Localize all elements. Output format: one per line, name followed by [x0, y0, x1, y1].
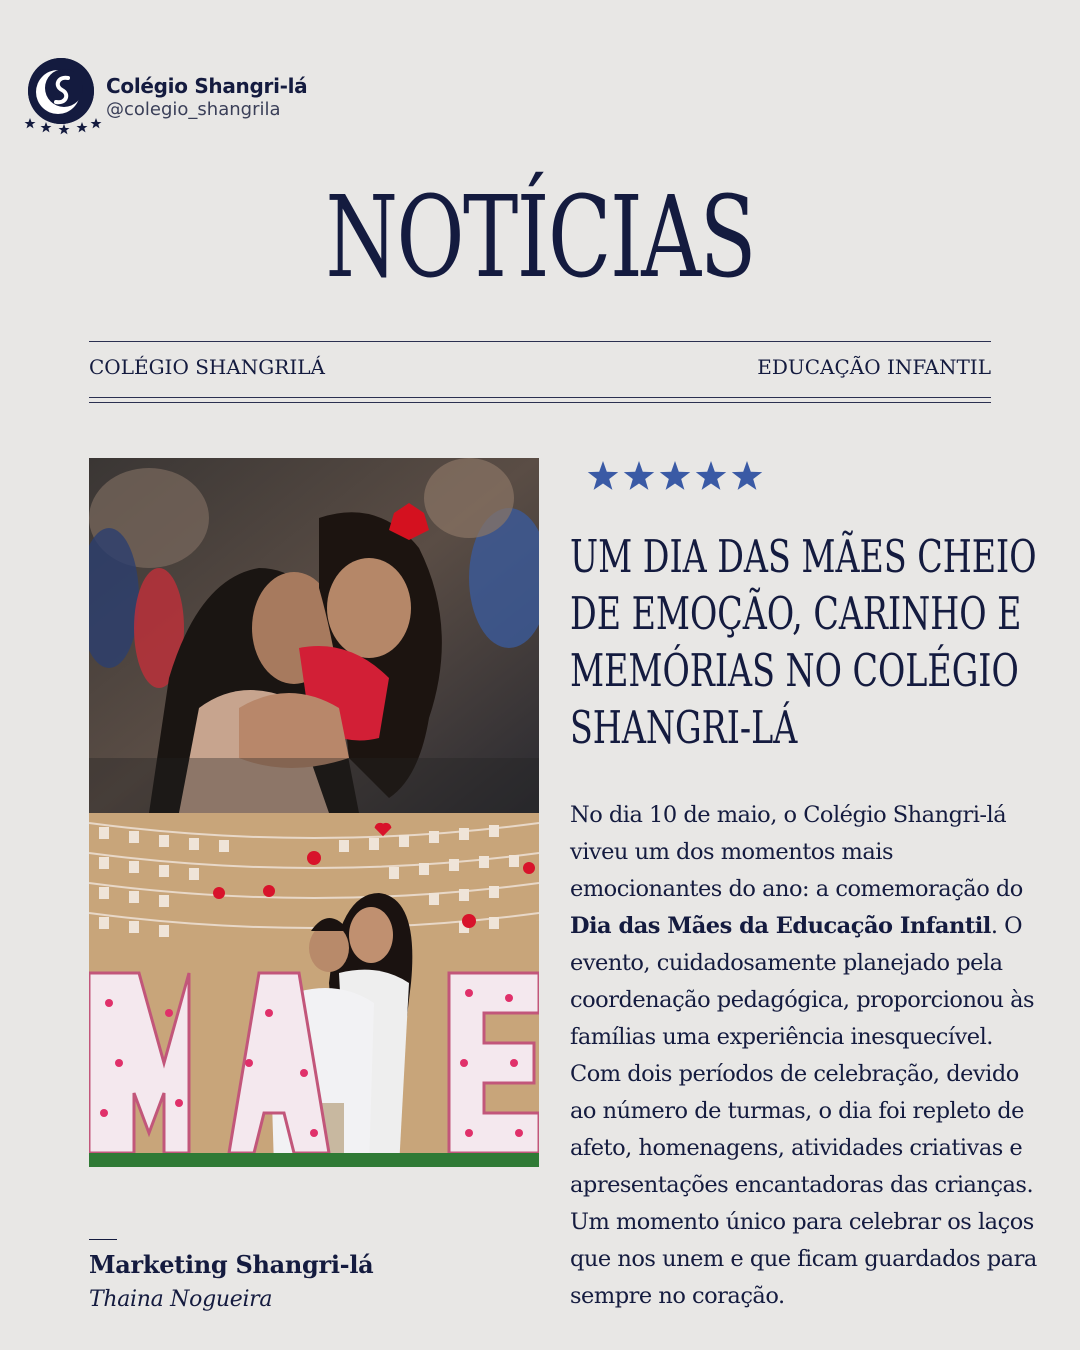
- body-line: sempre no coração.: [570, 1283, 785, 1309]
- byline-team: Marketing Shangri-lá: [89, 1250, 374, 1279]
- divider-bottom: [89, 397, 991, 398]
- headline-line: SHANGRI-LÁ: [570, 701, 798, 754]
- body-line: ao número de turmas, o dia foi repleto de: [570, 1098, 1024, 1124]
- star-icon: [588, 461, 618, 490]
- brand-header: [24, 54, 384, 140]
- page-title: [0, 168, 1080, 308]
- article-headline: [570, 528, 1044, 756]
- body-line: No dia 10 de maio, o Colégio Shangri-lá: [570, 802, 1007, 828]
- body-line: Um momento único para celebrar os laços: [570, 1209, 1034, 1235]
- body-line: emocionantes do ano: a comemoração do: [570, 876, 1023, 902]
- body-line-rest: . O: [990, 913, 1023, 939]
- divider-bottom-double: [89, 402, 991, 403]
- body-line: Com dois períodos de celebração, devido: [570, 1061, 1019, 1087]
- body-line: coordenação pedagógica, proporcionou às: [570, 987, 1035, 1013]
- photo-mother-son-mae-letters: [89, 813, 539, 1167]
- star-icon: [24, 112, 104, 136]
- body-line: evento, cuidadosamente planejado pela: [570, 950, 1003, 976]
- masthead-title: NOTÍCIAS: [325, 173, 755, 303]
- photo-mother-daughter-hug: [89, 458, 539, 813]
- body-line: afeto, homenagens, atividades criativas e: [570, 1135, 1023, 1161]
- brand-handle: @colegio_shangrila: [106, 99, 281, 120]
- brand-name: Colégio Shangri-lá: [106, 74, 308, 98]
- body-bold-phrase: Dia das Mães da Educação Infantil: [570, 913, 991, 939]
- byline-dash: [89, 1239, 117, 1240]
- rating-stars: [587, 460, 767, 492]
- byline-author: Thaina Nogueira: [89, 1287, 273, 1312]
- article-body: [570, 797, 1075, 1315]
- star-icon: [624, 461, 654, 490]
- headline-line: UM DIA DAS MÃES CHEIO: [570, 530, 1037, 583]
- headline-line: DE EMOÇÃO, CARINHO E: [570, 587, 1022, 640]
- divider-top: [89, 341, 991, 342]
- body-line: famílias uma experiência inesquecível.: [570, 1024, 993, 1050]
- star-icon: [732, 461, 762, 490]
- section-label-category: EDUCAÇÃO INFANTIL: [757, 355, 991, 379]
- star-icon: [696, 461, 726, 490]
- body-line: [570, 908, 1075, 945]
- body-line: viveu um dos momentos mais: [570, 839, 894, 865]
- star-icon: [660, 461, 690, 490]
- body-line: que nos unem e que ficam guardados para: [570, 1246, 1037, 1272]
- headline-line: MEMÓRIAS NO COLÉGIO: [570, 644, 1019, 697]
- section-label-school: COLÉGIO SHANGRILÁ: [89, 355, 325, 379]
- body-line: apresentações encantadoras das crianças.: [570, 1172, 1034, 1198]
